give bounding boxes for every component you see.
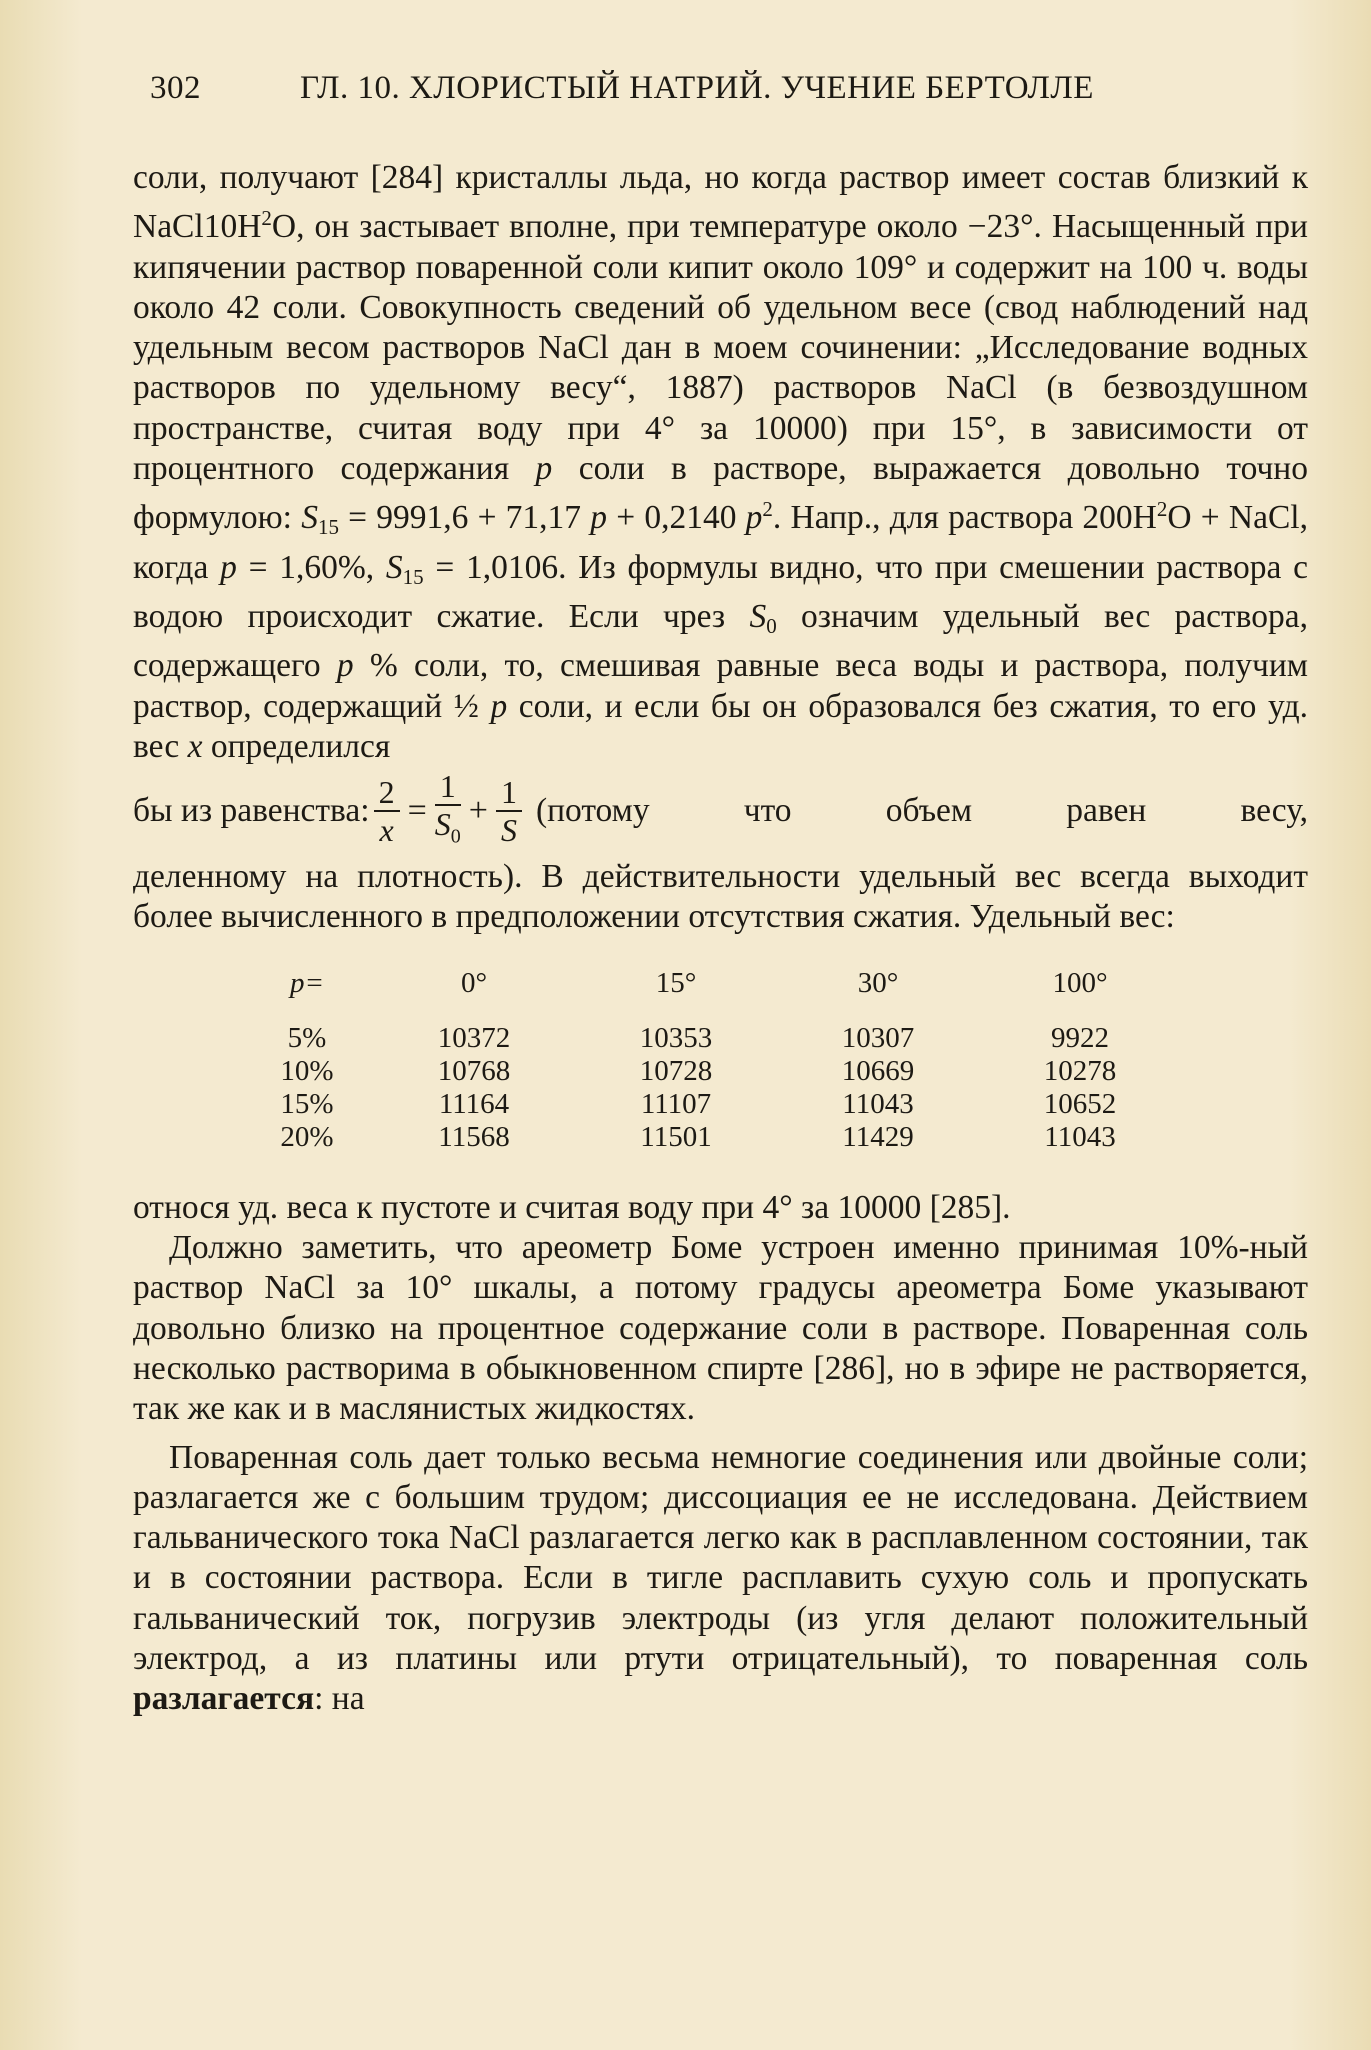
table-cell: 9922 <box>1051 1021 1109 1054</box>
text-run: = 1,60%, <box>236 548 386 586</box>
text-run: % соли, то, смешивая равные веса воды и раствора, получим раствор, содержащий <box>133 647 1309 725</box>
text-run: = 9991,6 + 71,17 <box>338 499 591 537</box>
table-cell: 10% <box>280 1054 334 1087</box>
variable-p: p <box>590 499 608 537</box>
table-header-cell: 15° <box>655 966 697 999</box>
paragraph-1 <box>133 158 1308 767</box>
table-row <box>241 1088 1181 1121</box>
denominator <box>435 806 461 854</box>
text-run <box>479 688 491 725</box>
page-number: 302 <box>150 70 201 106</box>
variable-p: p <box>220 548 237 586</box>
running-title: ГЛ. 10. ХЛОРИСТЫЙ НАТРИЙ. УЧЕНИЕ БЕРТОЛЛЕ <box>300 70 1094 106</box>
text-run: означим удельный вес раствора, содержащего <box>133 597 1308 685</box>
table-cell: 15% <box>280 1087 334 1120</box>
text-run: O + NaCl, когда <box>133 499 1308 586</box>
variable-x: x <box>187 727 203 765</box>
table-cell: 10372 <box>437 1021 511 1054</box>
table-cell: 5% <box>287 1021 327 1054</box>
text-run: соли, и если бы он образовался без сжатия, то его уд. вес <box>133 687 1308 765</box>
table-cell: 10353 <box>639 1021 713 1054</box>
table-cell: 10652 <box>1043 1087 1117 1120</box>
table-cell: 10728 <box>639 1054 713 1087</box>
table-cell: 11043 <box>842 1087 914 1120</box>
text-run: : на <box>314 1680 365 1718</box>
numerator: 1 <box>496 774 522 812</box>
table-header-cell: 0° <box>460 966 488 999</box>
page-body <box>133 158 1308 1720</box>
text-run: определился <box>202 727 391 765</box>
paragraph-2: относя уд. веса к пустоте и считая воду при 4° за 10000 [285]. <box>133 1188 1011 1226</box>
variable-s: S <box>385 548 403 586</box>
table-cell: 10278 <box>1043 1054 1117 1087</box>
table-row <box>241 1121 1181 1154</box>
formula-line <box>133 769 1308 853</box>
text-run: соли в растворе, выражается довольно точно формулою: <box>133 450 1308 537</box>
variable-p: p <box>745 499 763 537</box>
denominator: S <box>500 812 517 849</box>
superscript: 2 <box>261 206 272 231</box>
variable-s: S <box>301 499 318 537</box>
equals-sign: = <box>407 792 427 829</box>
table-cell: 10768 <box>437 1054 511 1087</box>
plus-sign: + <box>468 792 488 829</box>
variable-p: p <box>336 647 354 685</box>
subscript: 15 <box>317 515 339 540</box>
superscript: 2 <box>762 497 773 522</box>
bold-term: разлагается <box>133 1680 315 1718</box>
fraction-1-over-s <box>496 774 522 848</box>
variable-p: p <box>490 687 508 725</box>
table-cell: 11568 <box>438 1120 510 1153</box>
table-cell: 11429 <box>842 1120 914 1153</box>
page-header <box>150 70 1180 107</box>
table-header-cell: 100° <box>1052 966 1108 999</box>
table-header-cell: p= <box>289 966 325 999</box>
table-header-cell: 30° <box>857 966 899 999</box>
table-cell: 20% <box>280 1120 334 1153</box>
denominator: x <box>379 812 394 849</box>
numerator: 1 <box>435 768 461 806</box>
numerator: 2 <box>374 774 400 812</box>
table-cell: 11501 <box>640 1120 712 1153</box>
text-run: = 1,0106. Из формулы видно, что при смешении раствора с водою происходит сжатие. Если чрез <box>133 548 1308 635</box>
table-row <box>241 1022 1181 1055</box>
table-row <box>241 1055 1181 1088</box>
text-run: + 0,2140 <box>607 499 746 537</box>
table-cell: 11043 <box>1044 1120 1116 1153</box>
paragraph-3: Должно заметить, что ареометр Боме устроен именно принимая 10%-ный раствор NaCl за 10° шкалы, а потому градусы ареометра Боме указывают довольно близко на процентное содержание соли в растворе. Поваренная соль несколько растворима в обыкновенном спирте [286], но в эфире не растворяется, так же как и в маслянистых жидкостях. <box>133 1229 1308 1428</box>
table-cell: 10307 <box>841 1021 915 1054</box>
paragraph-4 <box>133 1438 1308 1720</box>
variable-s0: S <box>749 597 767 635</box>
fraction-1-over-s0 <box>435 768 461 854</box>
paragraph-1-end: деленному на плотность). В действительности удельный вес всегда выходит более вычисленного в предположении отсутствия сжатия. Удельный вес: <box>133 858 1308 936</box>
table-cell: 10669 <box>841 1054 915 1087</box>
table-cell: 11164 <box>438 1087 510 1120</box>
subscript: 0 <box>766 613 777 638</box>
fraction-2-over-x <box>374 774 400 848</box>
denominator-subscript: 0 <box>450 825 461 848</box>
text-run: . Напр., для раствора 200H <box>772 499 1157 537</box>
text-run: соли, получают [284] кристаллы льда, но когда раствор имеет состав близкий к NaCl10H <box>133 159 1308 246</box>
denominator-symbol: S <box>434 805 451 842</box>
variable-p: p <box>535 450 553 488</box>
superscript: 2 <box>1156 497 1168 522</box>
subscript: 15 <box>402 564 424 589</box>
formula-tail-text: (потому что объем равен весу, <box>535 792 1308 829</box>
specific-gravity-table <box>241 966 1181 1154</box>
fraction-half: ½ <box>453 687 479 725</box>
formula-lead-text: бы из равенства: <box>133 792 370 829</box>
text-run: O, он застывает вполне, при температуре около −23°. Насыщенный при кипячении раствор поваренной соли кипит около 109° и содержит на 100 ч. воды около 42 соли. Совокупность сведений об удельном весе (свод наблюдений над удельным весом растворов NaCl дан в моем сочинении: „Исследование водных растворов по удельному весу“, 1887) растворов NaCl (в безвоздушном пространстве, считая воду при 4° за 10000) при 15°, в зависимости от процентного содержания <box>133 208 1308 488</box>
table-cell: 11107 <box>640 1087 712 1120</box>
text-run: Поваренная соль дает только весьма немногие соединения или двойные соли; разлагается же с большим трудом; диссоциация ее не исследована. Действием гальванического тока NaCl разлагается легко как в расплавленном состоянии, так и в состоянии раствора. Если в тигле расплавить сухую соль и пропускать гальванический ток, погрузив электроды (из угля делают положительный электрод, а из платины или ртути отрицательный), то поваренная соль <box>133 1438 1308 1678</box>
table-header-row <box>241 966 1181 1022</box>
